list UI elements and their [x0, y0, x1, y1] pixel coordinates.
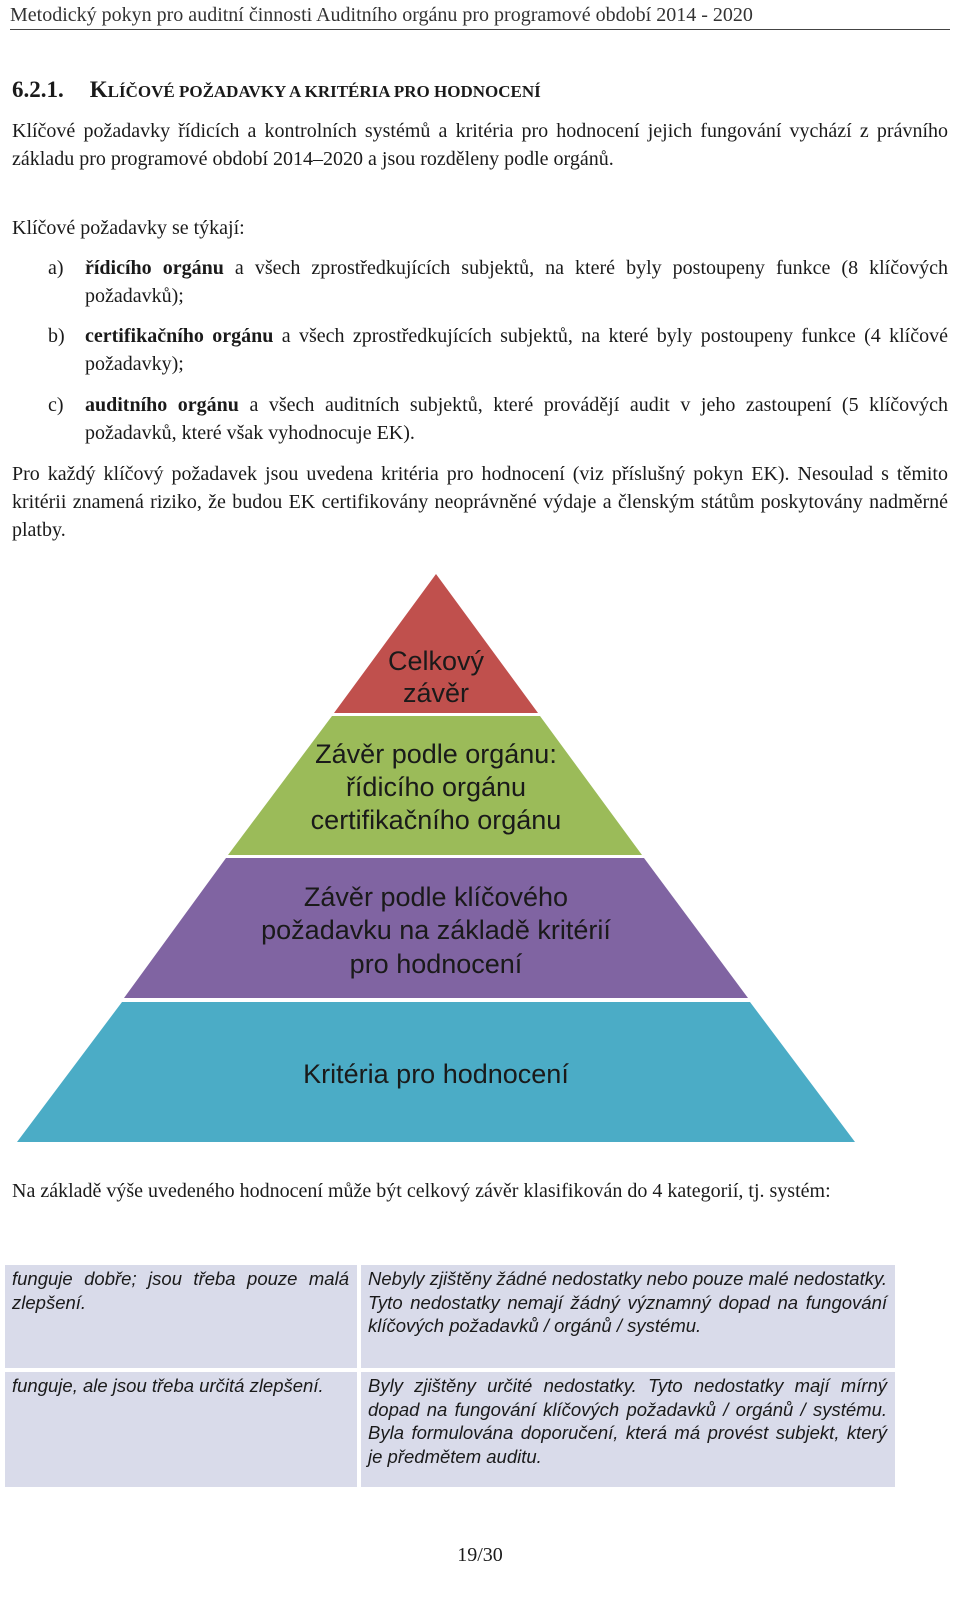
pyramid-label-line: Kritéria pro hodnocení — [303, 1059, 569, 1089]
pyramid-label-line: řídicího orgánu — [345, 772, 527, 802]
classification-paragraph: Na základě výše uvedeného hodnocení může být celkový závěr klasifikován do 4 kategorií, tj. systém: — [12, 1180, 831, 1202]
category-description: Byly zjištěny určité nedostatky. Tyto nedostatky mají mírný dopad na fungování klíčových požadavků / orgánů / systému. Byla formulována doporučení, která má provést subjekt, který je předmětem auditu. — [359, 1370, 895, 1487]
section-heading — [12, 77, 541, 103]
running-header: Metodický pokyn pro auditní činnosti Auditního orgánu pro programové období 2014 - 2020 — [10, 4, 950, 30]
list-item-audit-authority — [48, 391, 948, 447]
pyramid-label-line: závěr — [402, 678, 470, 708]
list-item-bold: auditního orgánu — [85, 394, 239, 416]
table-row — [5, 1265, 895, 1370]
list-item-text: a všech zprostředkujících subjektů, na které byly postoupeny funkce (4 klíčové požadavky); — [85, 325, 948, 375]
category-description: Nebyly zjištěny žádné nedostatky nebo pouze malé nedostatky. Tyto nedostatky nemají žádný významný dopad na fungování klíčových požadavků / orgánů / systému. — [359, 1265, 895, 1370]
criteria-paragraph: Pro každý klíčový požadavek jsou uvedena kritéria pro hodnocení (viz příslušný pokyn EK). Nesoulad s těmito kritérii znamená riziko, že budou EK certifikovány neoprávněné výdaje a členským státům poskytovány nadměrné platby. — [12, 463, 948, 541]
list-marker: c) — [48, 394, 64, 416]
list-intro: Klíčové požadavky se týkají: — [12, 217, 245, 239]
section-title-rest: LÍČOVÉ POŽADAVKY A KRITÉRIA PRO HODNOCENÍ — [107, 82, 541, 101]
list-item-certifying-authority — [48, 322, 948, 378]
pyramid-label-line: Závěr podle klíčového — [303, 882, 569, 912]
list-marker: b) — [48, 325, 65, 347]
list-marker: a) — [48, 257, 64, 279]
pyramid-label-line: Celkový — [387, 646, 485, 676]
list-item-managing-authority — [48, 254, 948, 310]
category-label: funguje dobře; jsou třeba pouze malá zlepšení. — [5, 1265, 359, 1370]
evaluation-pyramid — [0, 560, 960, 1150]
table-row — [5, 1370, 895, 1487]
category-label: funguje, ale jsou třeba určitá zlepšení. — [5, 1370, 359, 1487]
pyramid-label-line: Závěr podle orgánu: — [315, 739, 557, 769]
page-number: 19/30 — [457, 1544, 503, 1566]
pyramid-label-line: certifikačního orgánu — [310, 805, 562, 835]
categories-table — [5, 1265, 895, 1487]
list-item-text: a všech zprostředkujících subjektů, na které byly postoupeny funkce (8 klíčových požadavků); — [85, 257, 948, 307]
pyramid-label-line: požadavku na základě kritérií — [261, 915, 611, 945]
list-item-text: a všech auditních subjektů, které provádějí audit v jeho zastoupení (5 klíčových požadavků, které však vyhodnocuje EK). — [85, 394, 949, 444]
list-item-bold: certifikačního orgánu — [85, 325, 274, 347]
intro-paragraph: Klíčové požadavky řídicích a kontrolních systémů a kritéria pro hodnocení jejich fungování vychází z právního základu pro programové období 2014–2020 a jsou rozděleny podle orgánů. — [12, 120, 948, 170]
pyramid-label-line: pro hodnocení — [349, 949, 523, 979]
list-item-bold: řídicího orgánu — [85, 257, 224, 279]
section-title-initial: K — [89, 77, 108, 102]
section-number: 6.2.1. — [12, 77, 64, 102]
